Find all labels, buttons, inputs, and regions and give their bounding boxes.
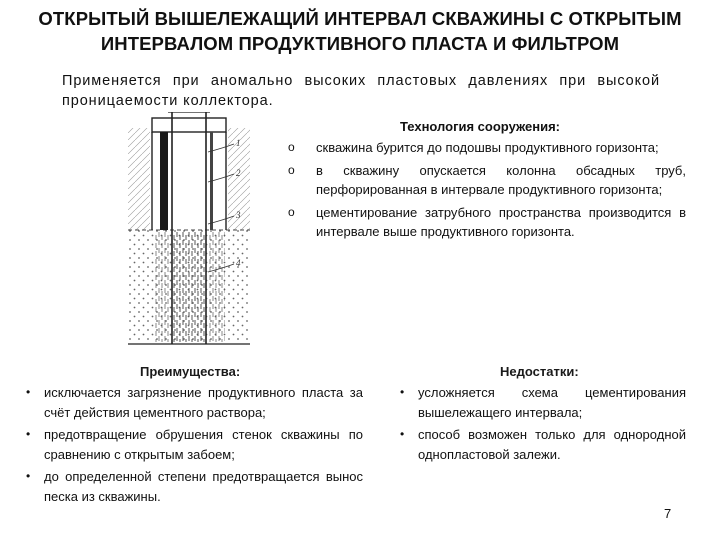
cement-column [160,132,168,230]
list-item [400,383,686,422]
bullet-icon: • [26,469,31,483]
disadvantage-item-text: усложняется схема цементирования вышележащего интервала; [418,385,686,420]
upper-formation-left [128,128,150,230]
bullet-icon: • [400,427,405,441]
technology-heading: Технология сооружения: [400,119,560,134]
bullet-icon: • [26,427,31,441]
diagram-label-1: 1 [236,138,241,148]
conductor-pipe [152,118,226,132]
diagram-label-4: 4 [236,258,241,268]
advantage-item-text: исключается загрязнение продуктивного пласта за счёт действия цементного раствора; [44,385,363,420]
list-item [285,203,686,241]
slide-title-line-2: ИНТЕРВАЛОМ ПРОДУКТИВНОГО ПЛАСТА И ФИЛЬТРОМ [100,33,620,54]
technology-list [285,138,686,245]
advantages-list [26,383,363,509]
advantage-item-text: до определенной степени предотвращается вынос песка из скважины. [44,469,363,504]
technology-item-text: скважина бурится до подошвы продуктивного горизонта; [316,140,659,155]
slide-title [0,6,720,56]
circle-bullet-icon: o [288,140,295,154]
list-item [26,425,363,464]
technology-item-text: цементирование затрубного пространства производится в интервале выше продуктивного горизонта. [316,205,686,239]
slide-title-line-1: ОТКРЫТЫЙ ВЫШЕЛЕЖАЩИЙ ИНТЕРВАЛ СКВАЖИНЫ С ОТКРЫТЫМ [38,8,682,29]
bullet-icon: • [26,385,31,399]
advantage-item-text: предотвращение обрушения стенок скважины по сравнению с открытым забоем; [44,427,363,462]
diagram-label-2: 2 [236,168,241,178]
page-number: 7 [664,506,672,521]
diagram-label-3: 3 [236,210,241,220]
perforated-filter [173,232,205,342]
intro-text: Применяется при аномально высоких пластовых давлениях при высокой проницаемости коллектора. [62,73,660,109]
list-item [26,383,363,422]
advantages-heading: Преимущества: [140,364,241,379]
circle-bullet-icon: o [288,205,295,219]
list-item [400,425,686,464]
disadvantages-list [400,383,686,467]
list-item [26,467,363,506]
disadvantage-item-text: способ возможен только для однородной однопластовой залежи. [418,427,686,462]
circle-bullet-icon: o [288,163,295,177]
bullet-icon: • [400,385,405,399]
list-item [285,138,686,157]
disadvantages-heading: Недостатки: [500,364,579,379]
list-item [285,161,686,199]
technology-item-text: в скважину опускается колонна обсадных труб, перфорированная в интервале продуктивного горизонта; [316,163,686,197]
well-diagram [128,112,268,352]
